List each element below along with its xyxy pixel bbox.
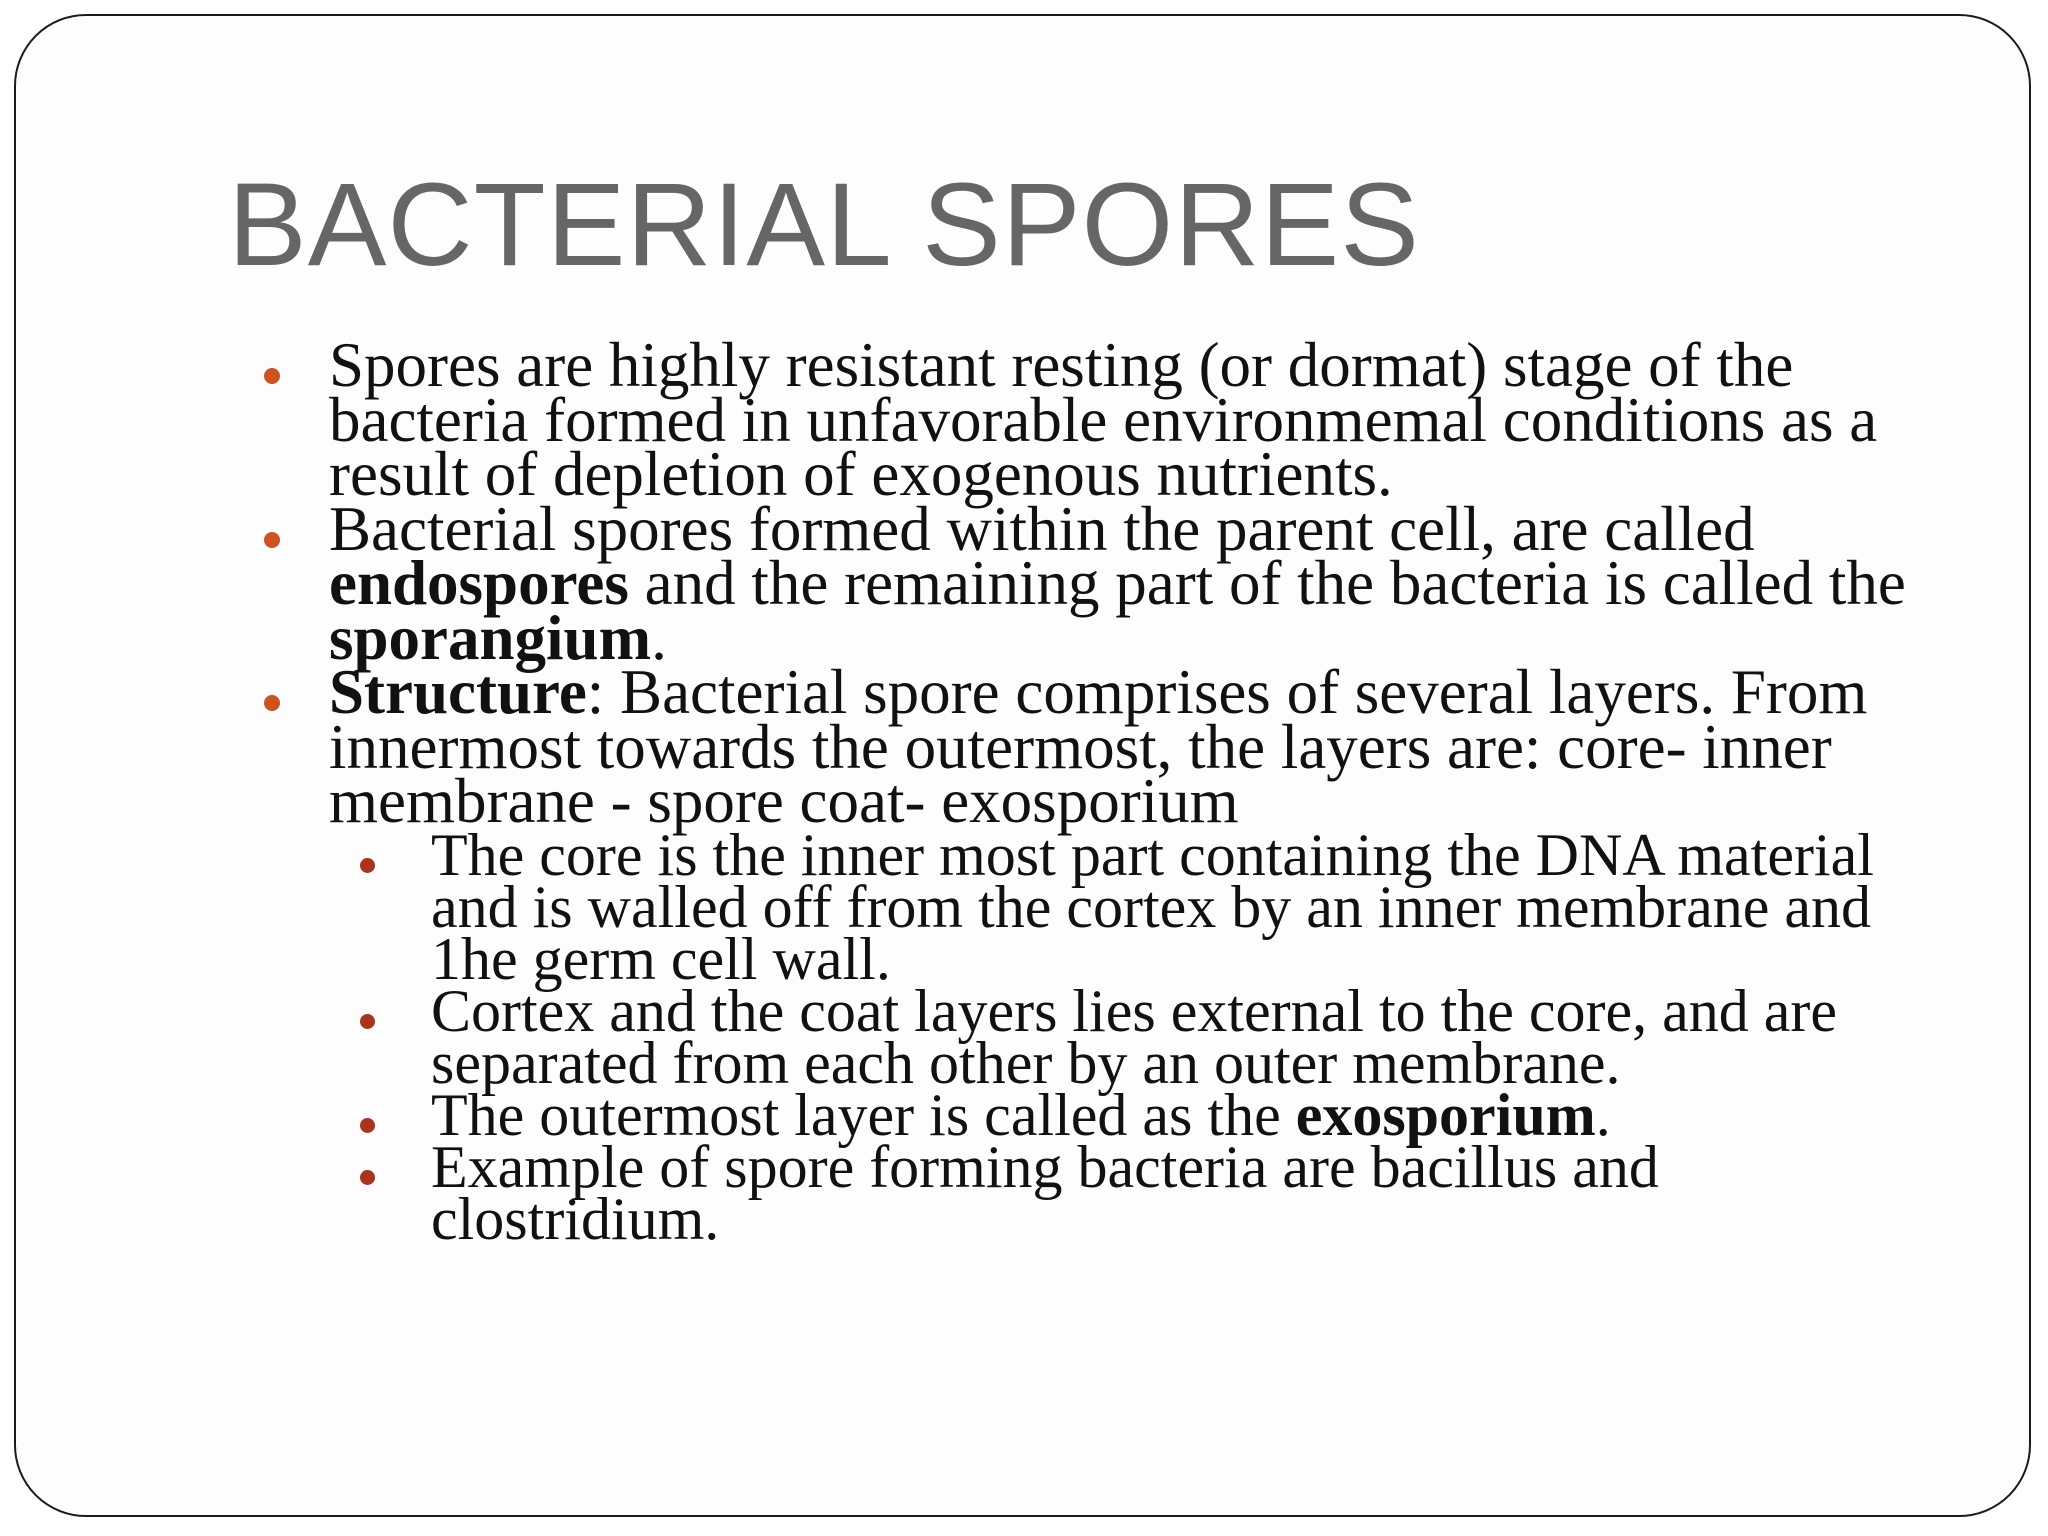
sub-bullet-list — [360, 821, 1938, 1252]
bold-term-structure: Structure — [329, 657, 587, 727]
sub-bullet-text: The core is the inner most part containing the DNA material and is walled off from the cortex by an inner membrane and 1he germ cell wall. — [431, 821, 1874, 992]
bullet-item-endospores — [258, 493, 1938, 673]
sub-bullet-item-core — [360, 821, 1938, 992]
sub-bullet-dot-icon — [360, 858, 375, 873]
bullet-dot-icon — [264, 368, 280, 384]
bullet-item-structure — [258, 657, 1938, 1252]
slide-content — [258, 330, 1938, 1252]
sub-bullet-text: Example of spore forming bacteria are bacillus and clostridium. — [431, 1133, 1659, 1252]
bullet-dot-icon — [264, 695, 280, 711]
sub-bullet-item-cortex — [360, 977, 1938, 1096]
bullet-text: : Bacterial spore comprises of several layers. From innermost towards the outermost, the layers are: core- inner membrane - spore coat- exosporium — [329, 657, 1868, 836]
sub-bullet-dot-icon — [360, 1170, 375, 1185]
sub-bullet-item-examples — [360, 1133, 1938, 1252]
bullet-dot-icon — [264, 532, 280, 548]
sub-bullet-dot-icon — [360, 1118, 375, 1133]
bold-term-exosporium: exosporium — [1295, 1081, 1596, 1148]
bullet-text: Bacterial spores formed within the parent cell, are called — [329, 493, 1755, 564]
bold-term-sporangium: sporangium — [329, 602, 652, 673]
sub-bullet-text: . — [1595, 1081, 1611, 1148]
bullet-item-spores-definition — [258, 330, 1938, 509]
sub-bullet-dot-icon — [360, 1014, 375, 1029]
sub-bullet-text: Cortex and the coat layers lies external to the core, and are separated from each other by an outer membrane. — [431, 977, 1838, 1096]
slide-title: BACTERIAL SPORES — [228, 159, 1420, 291]
bullet-text: Spores are highly resistant resting (or dormat) stage of the bacteria formed in unfavorable environmemal conditions as a result of depletion of exogenous nutrients. — [329, 330, 1878, 509]
sub-bullet-text: The outermost layer is called as the — [431, 1081, 1296, 1148]
bullet-text: . — [651, 602, 667, 673]
bold-term-endospores: endospores — [329, 548, 629, 618]
bullet-text: and the remaining part of the bacteria is called the — [628, 548, 1906, 618]
bullet-list — [258, 330, 1938, 1252]
